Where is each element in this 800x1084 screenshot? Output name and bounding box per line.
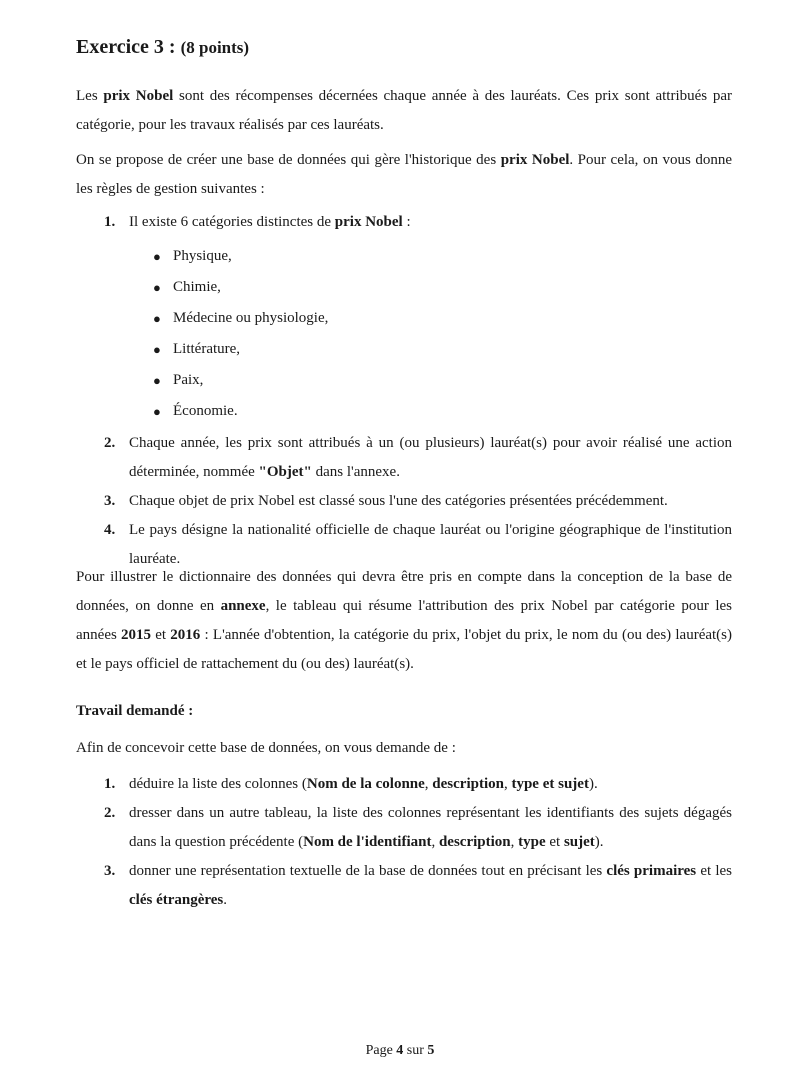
- category-item: ● Littérature,: [149, 334, 732, 365]
- exercise-points: (8 points): [180, 38, 250, 57]
- category-item: ● Économie.: [149, 396, 732, 427]
- rule-item: 2. Chaque année, les prix sont attribués à un (ou plusieurs) lauréat(s) pour avoir réalisé une action déterminée, nommée "Objet" dans l'annexe.: [104, 429, 732, 487]
- bullet-icon: ●: [153, 342, 161, 357]
- task-number: 1.: [104, 776, 116, 792]
- task-item: 3. donner une représentation textuelle de la base de données tout en précisant les clés primaires et les clés étrangères.: [104, 857, 732, 915]
- work-title: Travail demandé :: [76, 703, 194, 719]
- bullet-icon: ●: [153, 280, 161, 295]
- data-dictionary-paragraph: Pour illustrer le dictionnaire des données qui devra être pris en compte dans la conception de la base de données, on donne en annexe, le tableau qui résume l'attribution des prix Nobel par catégorie pour les années 2015 et 2016 : L'année d'obtention, la catégorie du prix, l'objet du prix, le nom du (ou des) lauréat(s) et le pays officiel de rattachement du (ou des) lauréat(s).: [76, 569, 732, 672]
- rule-number: 3.: [104, 493, 116, 509]
- work-intro: Afin de concevoir cette base de données, on vous demande de :: [76, 740, 456, 756]
- category-item: ● Chimie,: [149, 272, 732, 303]
- bullet-icon: ●: [153, 404, 161, 419]
- category-item: ● Médecine ou physiologie,: [149, 303, 732, 334]
- task-number: 3.: [104, 863, 116, 879]
- tasks-list: [104, 770, 732, 915]
- rule-number: 1.: [104, 214, 116, 230]
- category-item: ● Physique,: [149, 241, 732, 272]
- rules-list: [104, 208, 732, 574]
- rule-item: 3. Chaque objet de prix Nobel est classé sous l'une des catégories présentées précédemment.: [104, 487, 732, 516]
- rule-item: 1. Il existe 6 catégories distinctes de prix Nobel : ● Physique, ● Chimie, ● Médecine ou physiologie, ● Littérature, ● Paix, ● Économie.: [104, 208, 732, 427]
- bullet-icon: ●: [153, 311, 161, 326]
- task-item: 1. déduire la liste des colonnes (Nom de la colonne, description, type et sujet).: [104, 770, 732, 799]
- exercise-title: Exercice 3 : (8 points): [76, 36, 250, 58]
- intro-paragraph-2: On se propose de créer une base de données qui gère l'historique des prix Nobel. Pour cela, on vous donne les règles de gestion suivantes :: [76, 152, 732, 197]
- bullet-icon: ●: [153, 249, 161, 264]
- bullet-icon: ●: [153, 373, 161, 388]
- task-number: 2.: [104, 805, 116, 821]
- rule-item: 4. Le pays désigne la nationalité officielle de chaque lauréat ou l'origine géographique de l'institution lauréate.: [104, 516, 732, 574]
- rule-number: 2.: [104, 435, 116, 451]
- task-item: 2. dresser dans un autre tableau, la liste des colonnes représentant les identifiants des sujets dégagés dans la question précédente (Nom de l'identifiant, description, type et sujet).: [104, 799, 732, 857]
- rule-number: 4.: [104, 522, 116, 538]
- intro-paragraph-1: Les prix Nobel sont des récompenses décernées chaque année à des lauréats. Ces prix sont attribués par catégorie, pour les travaux réalisés par ces lauréats.: [76, 88, 732, 133]
- category-item: ● Paix,: [149, 365, 732, 396]
- page-footer: Page 4 sur 5: [365, 1043, 435, 1058]
- categories-list: [149, 241, 732, 427]
